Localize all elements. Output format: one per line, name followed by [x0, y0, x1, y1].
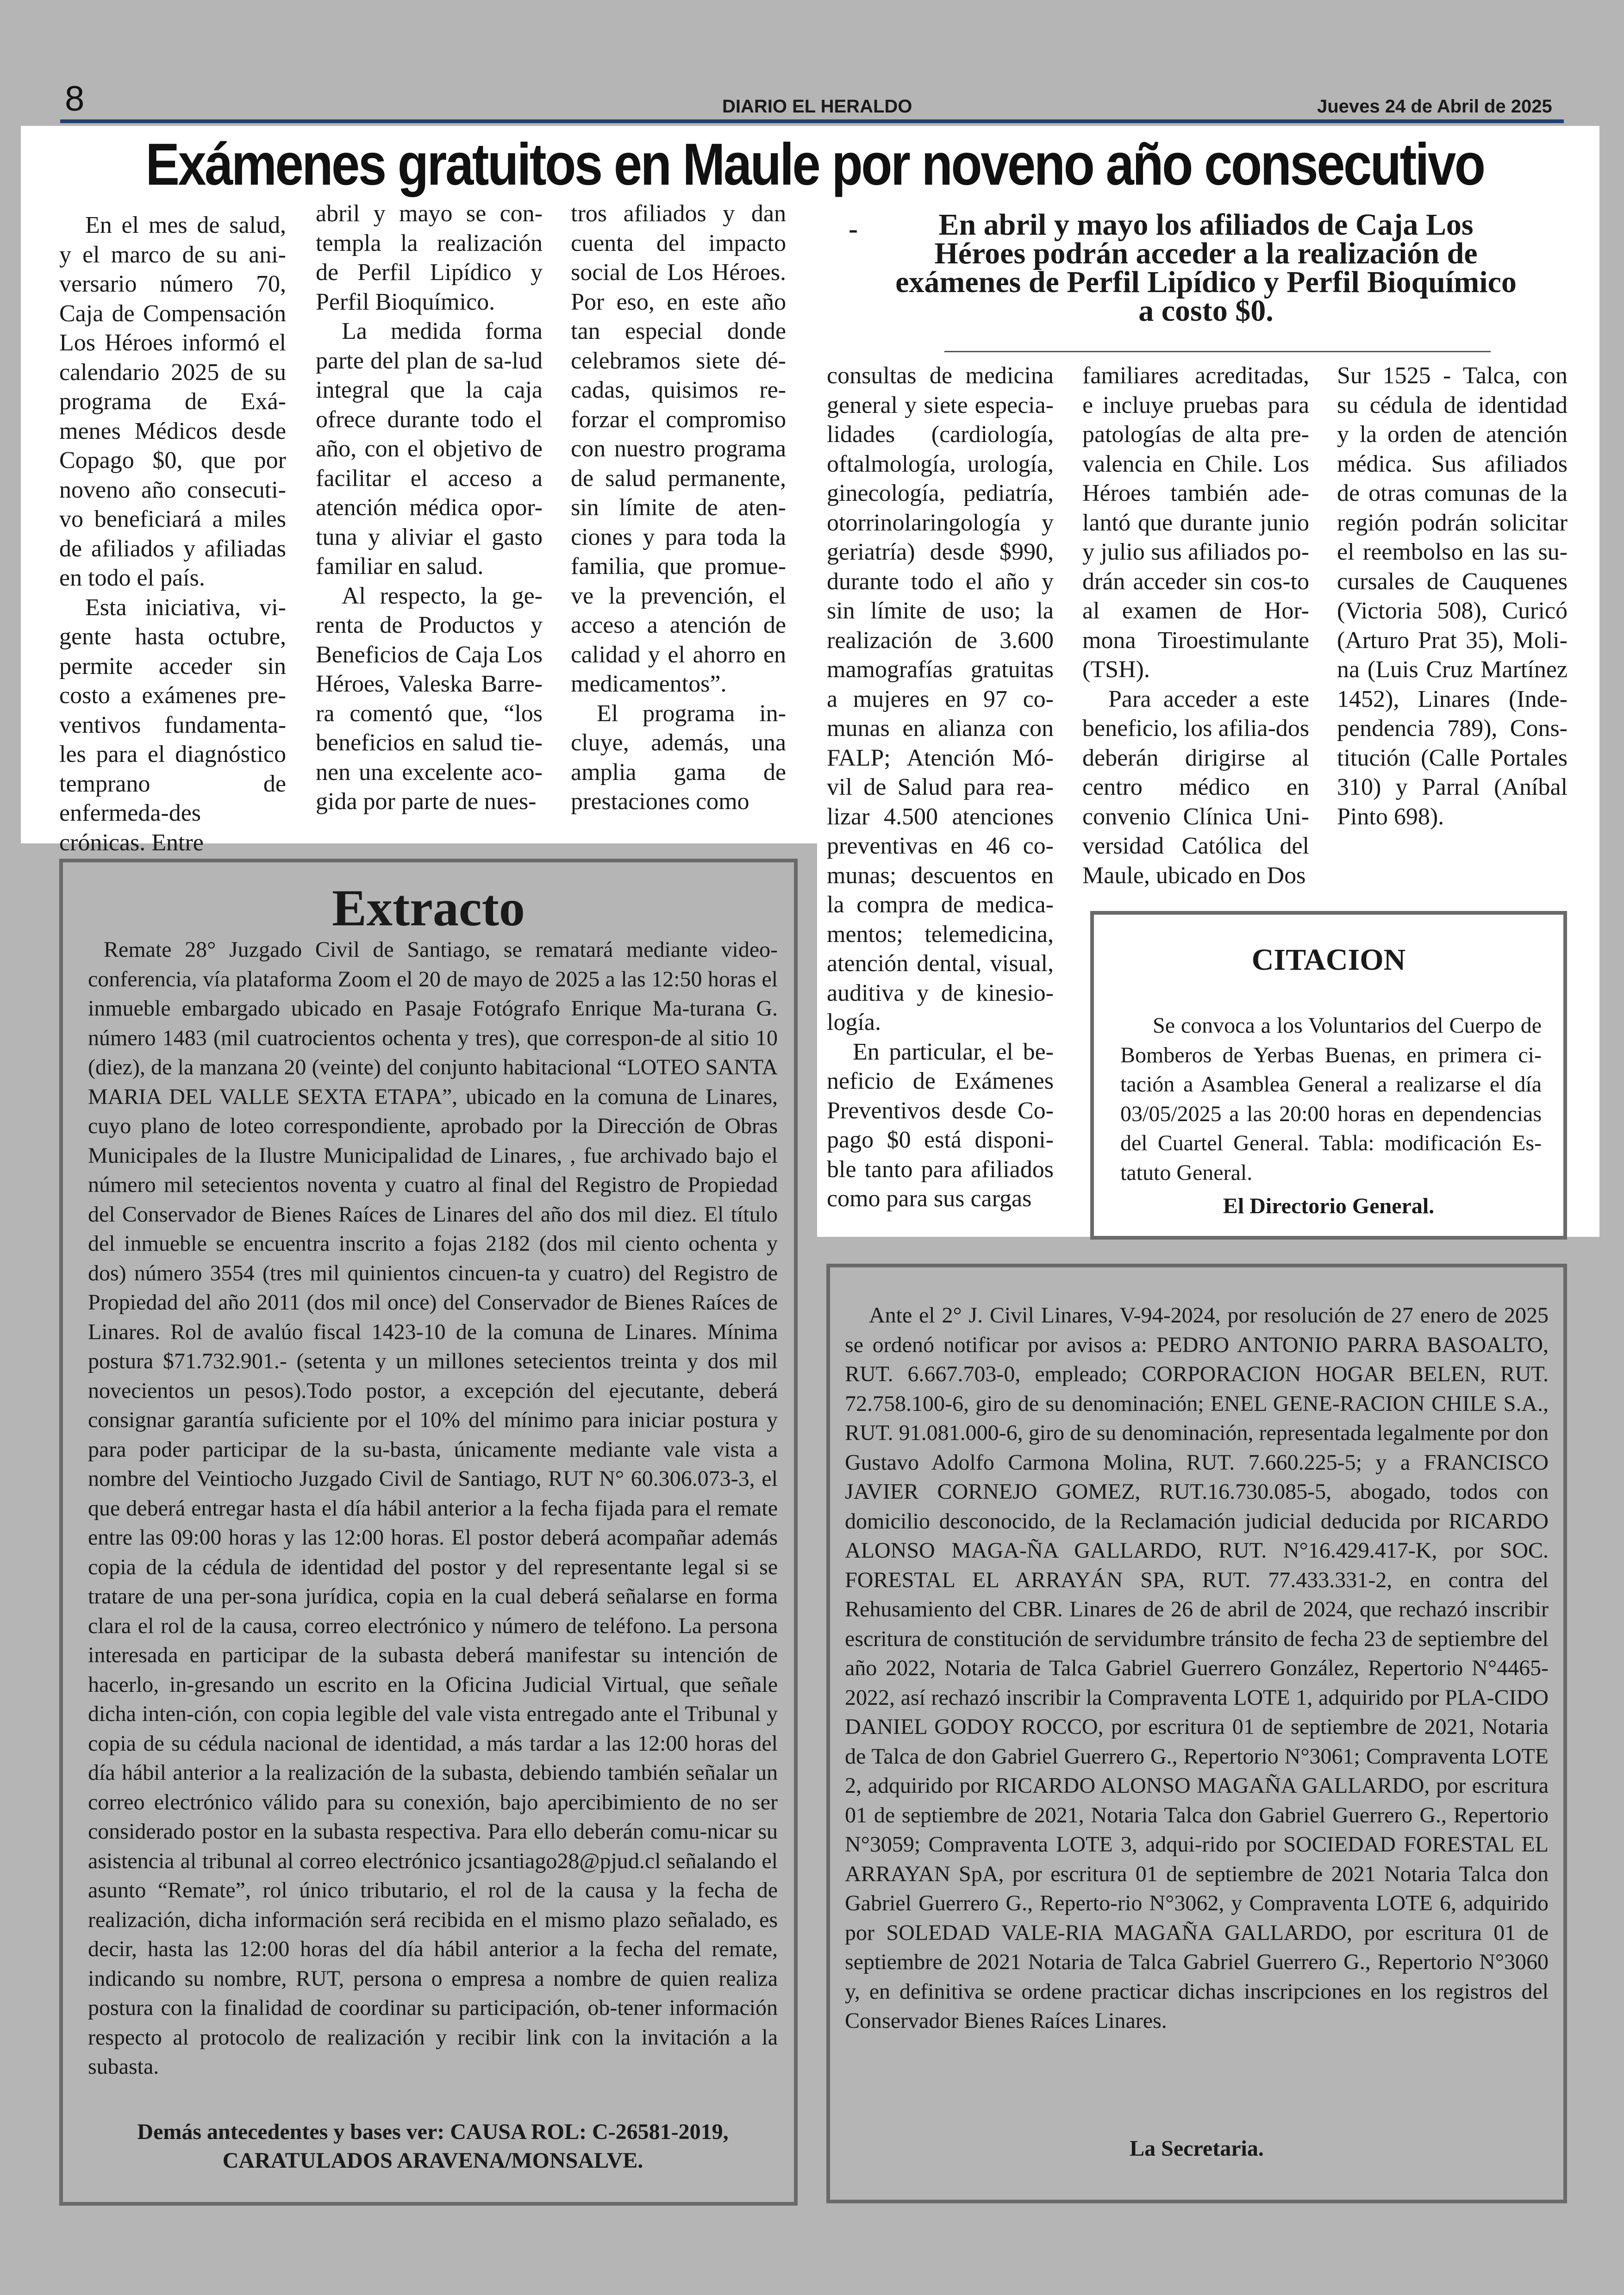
citacion-paragraph: Se convoca a los Voluntarios del Cuerpo de Bomberos de Yerbas Buenas, en primera ci-tación a Asamblea General a realizarse el día 03/05/2025 a las 20:00 horas en dependencias del Cuartel General. Tabla: modificación Es-tatuto General. [1120, 1013, 1542, 1185]
article-column-1 [59, 211, 286, 857]
extracto-footer-line: CARATULADOS ARAVENA/MONSALVE. [222, 2148, 643, 2173]
article-column-5 [1082, 361, 1309, 890]
article-paragraph: En particular, el be-neficio de Exámenes Preventivos desde Co-pago $0 está disponi-ble tanto para afiliados como para sus cargas [827, 1038, 1054, 1212]
legal-notice-paragraph: Ante el 2° J. Civil Linares, V-94-2024, por resolución de 27 enero de 2025 se ordenó notificar por avisos a: PEDRO ANTONIO PARRA BASOALTO, RUT. 6.667.703-0, empleado; CORPORACION HOGAR BELEN, RUT. 72.758.100-6, giro de su denominación; ENEL GENE-RACION CHILE S.A., RUT. 91.081.000-6, giro de su denominación, representada legalmente por don Gustavo Adolfo Carmona Molina, RUT. 7.660.225-5; y a FRANCISCO JAVIER CORNEJO GOMEZ, RUT.16.730.085-5, abogado, todos con domicilio desconocido, de la Reclamación judicial deducida por RICARDO ALONSO MAGA-ÑA GALLARDO, RUT. N°16.429.417-K, por SOC. FORESTAL EL ARRAYÁN SPA, RUT. 77.433.331-2, en contra del Rehusamiento del CBR. Linares de 26 de abril de 2024, que rechazó inscribir escritura de constitución de servidumbre tránsito de fecha 23 de septiembre del año 2022, Notaria de Talca Gabriel Guerrero González, Repertorio N°4465-2022, así rechazó inscribir la Compraventa LOTE 1, adquirido por PLA-CIDO DANIEL GODOY ROCCO, por escritura 01 de septiembre de 2021, Notaria de Talca de don Gabriel Guerrero G., Repertorio N°3061; Compraventa LOTE 2, adquirido por RICARDO ALONSO MAGAÑA GALLARDO, por escritura 01 de septiembre de 2021, Notaria Talca don Gabriel Guerrero G., Repertorio N°3059; Compraventa LOTE 3, adqui-rido por SOCIEDAD FORESTAL EL ARRAYAN SpA, por escritura 01 de septiembre de 2021 Notaria Talca don Gabriel Guerrero G., Reperto-rio N°3062, y Compraventa LOTE 6, adquirido por SOLEDAD VALE-RIA MAGAÑA GALLARDO, por escritura 01 de septiembre de 2021 Notaria de Talca Gabriel Guerrero G., Repertorio N°3060 y, en definitiva se ordene practicar dichas inscripciones en los registros del Conservador Bienes Raíces Linares. [845, 1303, 1549, 2033]
subhead-rule [944, 351, 1491, 352]
article-column-2 [316, 199, 543, 817]
newspaper-name: DIARIO EL HERALDO [722, 96, 912, 117]
article-column-3 [571, 199, 786, 817]
citacion-body [1120, 1011, 1542, 1187]
extracto-footer-line: Demás antecedentes y bases ver: CAUSA ROL: C-26581-2019, [137, 2120, 729, 2144]
extracto-title: Extracto [332, 879, 525, 937]
article-paragraph: familiares acreditadas, e incluye pruebas para patologías de alta pre-valencia en Chile. Los Héroes también ade-lantó que durante junio y julio sus afiliados po-drán acceder sin cos-to al examen de Hor-mona Tiroestimulante (TSH). [1082, 362, 1309, 683]
extracto-paragraph: Remate 28° Juzgado Civil de Santiago, se rematará mediante video-conferencia, vía plataforma Zoom el 20 de mayo de 2025 a las 12:50 horas el inmueble embargado ubicado en Pasaje Fotógrafo Enrique Ma-turana G. número 1483 (mil cuatrocientos ochenta y tres), que correspon-de al sitio 10 (diez), de la manzana 20 (veinte) del conjunto habitacional “LOTEO SANTA MARIA DEL VALLE SEXTA ETAPA”, ubicado en la comuna de Linares, cuyo plano de loteo correspondiente, aprobado por la Dirección de Obras Municipales de la Ilustre Municipalidad de Linares, , fue archivado bajo el número mil setecientos noventa y cuatro al final del Registro de Propiedad del Conservador de Bienes Raíces de Linares del año dos mil diez. El título del inmueble se encuentra inscrito a fojas 2182 (dos mil ciento ochenta y dos) número 3554 (tres mil quinientos cincuen-ta y cuatro) del Registro de Propiedad del año 2011 (dos mil once) del Conservador de Bienes Raíces de Linares. Rol de avalúo fiscal 1423-10 de la comuna de Linares. Mínima postura $71.732.901.- (setenta y un millones setecientos treinta y dos mil novecientos un pesos).Todo postor, a excepción del ejecutante, deberá consignar garantía suficiente por el 10% del mínimo para iniciar postura y para poder participar de la su-basta, únicamente mediante vale vista a nombre del Veintiocho Juzgado Civil de Santiago, RUT N° 60.306.073-3, el que deberá entregar hasta el día hábil anterior a la fecha fijada para el remate entre las 09:00 horas y las 12:00 horas. El postor deberá acompañar además copia de la cédula de identidad del postor y del representante legal si se tratare de una per-sona jurídica, copia en la cual deberá señalarse en forma clara el rol de la causa, correo electrónico y número de teléfono. La persona interesada en participar de la subasta deberá manifestar su intención de hacerlo, in-gresando un escrito en la Oficina Judicial Virtual, que señale dicha inten-ción, con copia legible del vale vista entregado ante el Tribunal y copia de su cédula nacional de identidad, a más tardar a las 12:00 horas del día hábil anterior a la realización de la subasta, debiendo también señalar un correo electrónico válido para su conexión, bajo apercibimiento de no ser considerado postor en la subasta respectiva. Para ello deberán comu-nicar su asistencia al tribunal al correo electrónico jcsantiago28@pjud.cl señalando el asunto “Remate”, rol único tributario, el rol de la causa y la fecha de realización, dicha información será recibida en el mismo plazo señalado, es decir, hasta las 12:00 horas del día hábil anterior a la fecha del remate, indicando su nombre, RUT, persona o empresa a nombre de quien realiza postura con la finalidad de coordinar su participación, ob-tener información respecto al protocolo de realización y recibir link con la invitación a la subasta. [88, 937, 778, 2079]
extracto-footer [88, 2118, 778, 2175]
page-number: 8 [65, 79, 85, 118]
article-paragraph: Sur 1525 - Talca, con su cédula de identidad y la orden de atención médica. Sus afiliados de otras comunas de la región podrán solicitar el reembolso en las su-cursales de Cauquenes (Victoria 508), Curicó (Arturo Prat 35), Moli-na (Luis Cruz Martínez 1452), Linares (Inde-pendencia 789), Cons-titución (Calle Portales 310) y Parral (Aníbal Pinto 698). [1337, 362, 1568, 830]
article-paragraph: consultas de medicina general y siete especia-lidades (cardiología, oftalmología, urología, ginecología, pediatría, otorrinolaringología y geriatría) desde $990, durante todo el año y sin límite de uso; la realización de 3.600 mamografías gratuitas a mujeres en 97 co-munas en alianza con FALP; Atención Mó-vil de Salud para rea-lizar 4.500 atenciones preventivas en 46 co-munas; descuentos en la compra de medica-mentos; telemedicina, atención dental, visual, auditiva y de kinesio-logía. [827, 362, 1054, 1035]
article-paragraph: El programa in-cluye, además, una amplia gama de prestaciones como [571, 700, 786, 815]
article-column-4 [827, 361, 1054, 1214]
citacion-signature: El Directorio General. [1223, 1194, 1435, 1218]
header-rule [60, 119, 1564, 123]
legal-notice-body [845, 1301, 1549, 2036]
article-paragraph: Esta iniciativa, vi-gente hasta octubre, permite acceder sin costo a exámenes pre-ventivos fundamenta-les para el diagnóstico temprano de enfermeda-des crónicas. Entre [59, 594, 286, 856]
article-headline: Exámenes gratuitos en Maule por noveno año consecutivo [145, 131, 1484, 198]
issue-date: Jueves 24 de Abril de 2025 [1317, 96, 1552, 117]
article-paragraph: Para acceder a este beneficio, los afilia-dos deberán dirigirse al centro médico en convenio Clínica Uni-versidad Católica del Maule, ubicado en Dos [1082, 686, 1309, 889]
citacion-title: CITACION [1251, 943, 1406, 977]
article-paragraph: abril y mayo se con-templa la realización de Perfil Lipídico y Perfil Bioquímico. [316, 200, 543, 315]
article-paragraph: La medida forma parte del plan de sa-lud integral que la caja ofrece durante todo el año, con el objetivo de facilitar el acceso a atención médica opor-tuna y aliviar el gasto familiar en salud. [316, 318, 543, 580]
article-subhead: En abril y mayo los afiliados de Caja Los Héroes podrán acceder a la realización de exámenes de Perfil Lipídico y Perfil Bioquímico a costo $0. [895, 208, 1517, 328]
article-paragraph: tros afiliados y dan cuenta del impacto social de Los Héroes. Por eso, en este año tan especial donde celebramos siete dé-cadas, quisimos re-forzar el compromiso con nuestro programa de salud permanente, sin límite de aten-ciones y para toda la familia, que promue-ve la prevención, el acceso a atención de calidad y el ahorro en medicamentos”. [571, 200, 786, 697]
article-paragraph: En el mes de salud, y el marco de su ani-versario número 70, Caja de Compensación Los Héroes informó el calendario 2025 de su programa de Exá-menes Médicos desde Copago $0, que por noveno año consecuti-vo beneficiará a miles de afiliados y afiliadas en todo el país. [59, 212, 286, 591]
article-paragraph: Al respecto, la ge-renta de Productos y Beneficios de Caja Los Héroes, Valeska Barre-ra comentó que, “los beneficios en salud tie-nen una excelente aco-gida por parte de nues- [316, 582, 543, 815]
legal-notice-signature: La Secretaria. [1130, 2136, 1264, 2161]
subhead-bullet: - [849, 213, 858, 244]
article-column-6 [1337, 361, 1568, 831]
extracto-body [88, 935, 778, 2082]
